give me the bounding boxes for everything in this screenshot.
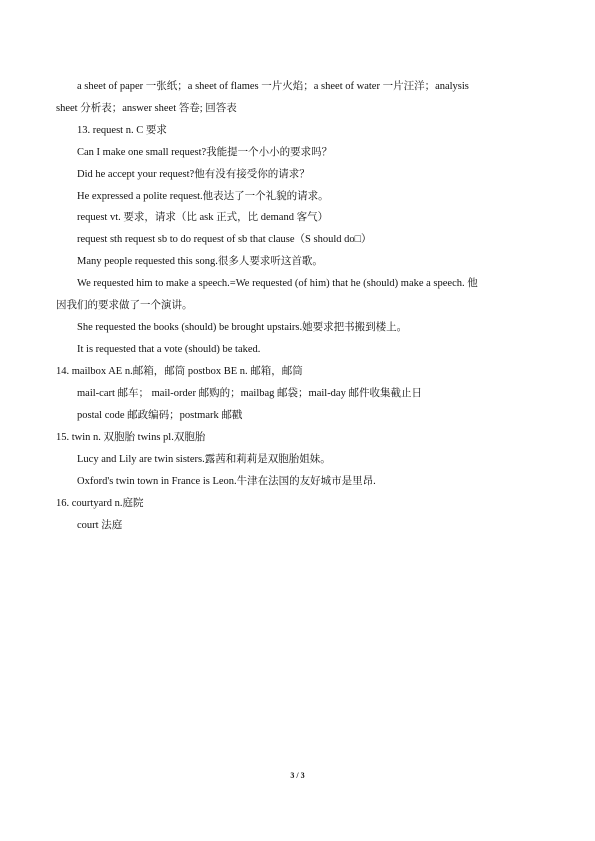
text-line: sheet 分析表；answer sheet 答卷; 回答表 — [56, 103, 237, 114]
text-line: court 法庭 — [77, 520, 123, 531]
text-line: request sth request sb to do request of sb that clause（S should do□） — [77, 234, 372, 245]
text-line: He expressed a polite request.他表达了一个礼貌的请求。 — [77, 191, 329, 202]
text-line: mail-cart 邮车； mail-order 邮购的；mailbag 邮袋；mail-day 邮件收集截止日 — [77, 388, 422, 399]
text-line: 16. courtyard n.庭院 — [56, 498, 144, 509]
text-line: Many people requested this song.很多人要求听这首歌。 — [77, 256, 323, 267]
text-line: 14. mailbox AE n.邮箱，邮筒 postbox BE n. 邮箱，邮筒 — [56, 366, 303, 377]
text-line: Lucy and Lily are twin sisters.露茜和莉莉是双胞胎姐妹。 — [77, 454, 331, 465]
page-number: 3 / 3 — [290, 771, 305, 780]
text-line: a sheet of paper 一张纸；a sheet of flames 一片火焰；a sheet of water 一片汪洋；analysis — [77, 81, 469, 92]
text-line: 13. request n. C 要求 — [77, 125, 167, 136]
text-line: request vt. 要求，请求（比 ask 正式，比 demand 客气） — [77, 212, 329, 223]
text-line: postal code 邮政编码；postmark 邮戳 — [77, 410, 243, 421]
text-line: We requested him to make a speech.=We requested (of him) that he (should) make a speech. 他 — [77, 278, 478, 289]
text-line: Oxford's twin town in France is Leon.牛津在法国的友好城市是里昂. — [77, 476, 376, 487]
text-line: 15. twin n. 双胞胎 twins pl.双胞胎 — [56, 432, 206, 443]
text-line: 因我们的要求做了一个演讲。 — [56, 300, 193, 311]
text-line: It is requested that a vote (should) be taked. — [77, 344, 261, 355]
text-line: Can I make one small request?我能提一个小小的要求吗？ — [77, 147, 333, 158]
text-line: She requested the books (should) be brought upstairs.她要求把书搬到楼上。 — [77, 322, 408, 333]
text-line: Did he accept your request?他有没有接受你的请求？ — [77, 169, 310, 180]
